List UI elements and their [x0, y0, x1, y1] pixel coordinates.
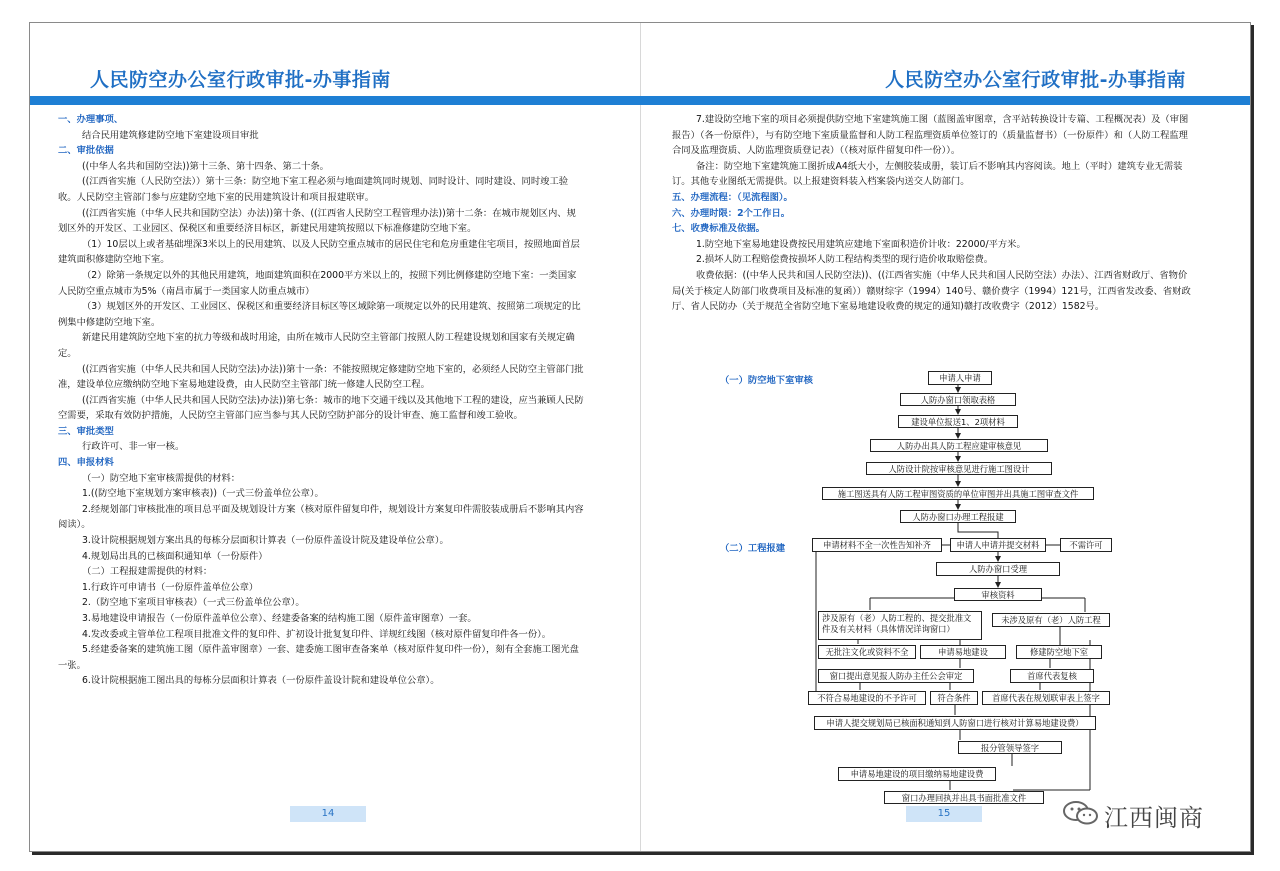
- body-paragraph: ((江西省实施（中华人民共和国人民防空法)办法))第十一条：不能按照规定修建防空地下室的，必须经人民防空主管部门批准，建设单位应缴纳防空地下室易地建设费，由人民防空主管部门统一修建人民防空工程。: [58, 363, 584, 391]
- flow2-leader-sign: 报分管领导签字: [958, 741, 1062, 754]
- flow2-label: （二）工程报建: [720, 543, 786, 554]
- body-paragraph: 1.行政许可申请书（一份原件盖单位公章）: [82, 581, 259, 593]
- flow1-step-4: 人防办出具人防工程应建审核意见: [870, 439, 1048, 452]
- body-paragraph: 4.发改委或主管单位工程项目批准文件的复印件、扩初设计批复复印件、详规红线图（核对原件留复印件各一份）。: [82, 628, 552, 640]
- flow2-match: 符合条件: [930, 691, 978, 705]
- body-paragraph: ((江西省实施（人民防空法））第十三条：防空地下室工程必须与地面建筑同时规划、同时设计、同时建设、同时竣工验收。人民防空主管部门参与应建防空地下室的民用建筑设计和项目报建联审。: [58, 176, 569, 203]
- body-paragraph: 备注：防空地下室建筑施工图折成A4纸大小，左侧胶装成册，装订后不影响其内容阅读。地上（平时）建筑专业无需装订。其他专业图纸无需提供。以上报建资料装入档案袋内送交人防部门。: [672, 160, 1183, 188]
- body-paragraph: ((中华人名共和国防空法))第十三条、第十四条、第二十条。: [82, 160, 329, 172]
- left-page-title: 人民防空办公室行政审批-办事指南: [90, 69, 391, 91]
- section-heading: 四、申报材料: [58, 457, 114, 469]
- section-heading: 一、办理事项、: [58, 114, 124, 125]
- body-paragraph: （3）规划区外的开发区、工业园区、保税区和重要经济目标区等区域除第一项规定以外的民用建筑、按照第二项规定的比例集中修建防空地下室。: [58, 301, 581, 328]
- body-paragraph: 2.损坏人防工程赔偿费按损坏人防工程结构类型的现行造价收取赔偿费。: [696, 254, 994, 266]
- body-paragraph: 3.设计院根据规划方案出具的每栋分层面积计算表（一份原件盖设计院及建设单位公章）。: [82, 535, 449, 547]
- flow1-step-6: 施工图送具有人防工程审图资质的单位审图并出具施工图审查文件: [822, 487, 1094, 500]
- body-paragraph: ((江西省实施（中华人民共和国人民防空法)办法))第七条：城市的地下交通干线以及其他地下工程的建设，应当兼顾人民防空需要，采取有效防护措施，人民防空主管部门应当参与其人民防空防护部分的设计审查、施工监督和竣工验收。: [58, 394, 584, 422]
- body-paragraph: 结合民用建筑修建防空地下室建设项目审批: [82, 129, 259, 141]
- flow1-step-5: 人防设计院按审核意见进行施工图设计: [866, 462, 1052, 475]
- body-paragraph: 2.经规划部门审核批准的项目总平面及规划设计方案（核对原件留复印件，规划设计方案复印件需胶装成册后不影响其内容阅读）。: [58, 503, 584, 531]
- flow2-submit-area: 申请人提交规划局已核面积通知到人防窗口进行核对计算易地建设费）: [814, 716, 1096, 730]
- body-paragraph: ((江西省实施（中华人民共和国防空法）办法))第十条、((江西省人民防空工程管理办法))第十二条：在城市规划区内、规划区外的开发区、工业园区、保税区和重要经济目标区，新建民用建筑按照以下标准修建防空地下室。: [58, 207, 576, 235]
- section-heading: 五、办理流程：（见流程图）。: [672, 191, 793, 203]
- body-paragraph: 新建民用建筑防空地下室的抗力等级和战时用途，由所在城市人民防空主管部门按照人防工程建设规划和国家有关规定确定。: [58, 332, 575, 359]
- flow2-apply-offsite: 申请易地建设: [920, 645, 1006, 659]
- body-paragraph: （二）工程报建需提供的材料：: [82, 566, 213, 578]
- body-paragraph: 3.易地建设申请报告（一份原件盖单位公章）、经建委备案的结构施工图（原件盖审图章）一套。: [82, 613, 477, 624]
- flow2-review: 审核资料: [954, 588, 1042, 601]
- flow2-no-permit: 不需许可: [1060, 538, 1112, 552]
- flow1-label: （一）防空地下室审核: [720, 375, 813, 386]
- section-heading: 三、审批类型: [58, 425, 114, 437]
- flow2-accept: 人防办窗口受理: [936, 562, 1060, 576]
- flow2-chief-review: 首席代表复核: [1010, 669, 1094, 683]
- body-paragraph: 5.经建委备案的建筑施工图（原件盖审图章）一套、建委施工图审查备案单（核对原件复印件一份），刻有全套施工图光盘一张。: [58, 644, 579, 671]
- section-heading: 二、审批依据: [58, 145, 114, 157]
- section-heading: 七、收费标准及依据。: [672, 223, 765, 235]
- section-heading: 六、办理时限：2个工作日。: [672, 207, 791, 219]
- flow2-chief-sign: 首席代表在规划联审表上签字: [982, 691, 1110, 705]
- body-paragraph: 1.防空地下室易地建设费按民用建筑应建地下室面积造价计收：22000/平方米。: [696, 238, 1026, 250]
- flow2-no-cultural: 无批注文化或资料不全: [818, 645, 916, 659]
- body-paragraph: （2）除第一条规定以外的其他民用建筑，地面建筑面积在2000平方米以上的，按照下列比例修建防空地下室：一类国家人民防空重点城市为5%（南昌市属于一类国家人防重点城市）: [58, 269, 577, 297]
- flow1-step-7: 人防办窗口办理工程报建: [900, 510, 1016, 523]
- page-number-right: 15: [906, 806, 982, 822]
- watermark-text: 江西闽商: [1104, 804, 1204, 832]
- flow1-step-3: 建设单位报送1、2项材料: [898, 415, 1018, 428]
- body-paragraph: 6.设计院根据施工图出具的每栋分层面积计算表（一份原件盖设计院和建设单位公章）。: [82, 675, 440, 687]
- body-paragraph: 收费依据：((中华人民共和国人民防空法))、((江西省实施（中华人民共和国人民防空法）办法）、江西省财政厅、省物价局(关于核定人防部门收费项目及标准的复函））赣财综字（1994）140号、赣价费字（1994）121号，江西省发改委、省财政厅、省人民防办（关于规范全省防空地下室易地建设收费的规定的通知)赣打改收费字（2012）1582号。: [672, 269, 1191, 313]
- flow2-has-old: 涉及原有（老）人防工程的、提交批准文件及有关材料（具体情况详询窗口）: [818, 611, 982, 640]
- wechat-icon: [1062, 800, 1100, 826]
- flow1-step-1: 申请人申请: [928, 371, 992, 385]
- page-number-left: 14: [290, 806, 366, 822]
- flow2-apply: 申请人申请并提交材料: [950, 538, 1046, 552]
- right-page-title: 人民防空办公室行政审批-办事指南: [885, 69, 1186, 91]
- body-paragraph: 1.((防空地下室规划方案审核表))（一式三份盖单位公章）。: [82, 488, 324, 500]
- body-paragraph: （一）防空地下室审核需提供的材料：: [82, 472, 241, 484]
- flow2-no-old: 未涉及原有（老）人防工程: [992, 613, 1110, 627]
- flow2-not-match: 不符合易地建设的不予许可: [808, 691, 926, 705]
- flow2-pay-fee: 申请易地建设的项目缴纳易地建设费: [838, 767, 996, 781]
- body-paragraph: 行政许可、非一审一核。: [82, 441, 185, 453]
- flow2-window-opinion: 窗口提出意见报人防办主任公会审定: [818, 669, 974, 683]
- flow2-build-basement: 修建防空地下室: [1016, 645, 1102, 659]
- body-paragraph: （1）10层以上或者基础埋深3米以上的民用建筑、以及人民防空重点城市的居民住宅和危房重建住宅项目，按照地面首层建筑面积修建防空地下室。: [58, 238, 580, 266]
- flow2-incomplete: 申请材料不全一次性告知补齐: [812, 538, 942, 552]
- body-paragraph: 4.规划局出具的已核面积通知单（一份原件）: [82, 550, 268, 562]
- flow2-issue-doc: 窗口办理回执并出具书面批准文件: [884, 791, 1044, 804]
- body-paragraph: 7.建设防空地下室的项目必须提供防空地下室建筑施工图（蓝图盖审图章，含平站转换设计专篇、工程概况表）及（审图报告）（各一份原件），与有防空地下室质量监督和人防工程监理资质单位签订的（质量监督书）（一份原件）和（人防工程监理合同及监理资质、人防监理资质登记表）（（核对原件留复印件一份））。: [672, 114, 1189, 157]
- body-paragraph: 2.（防空地下室项目审核表）（一式三份盖单位公章）。: [82, 597, 305, 609]
- flow1-step-2: 人防办窗口领取表格: [900, 393, 1016, 406]
